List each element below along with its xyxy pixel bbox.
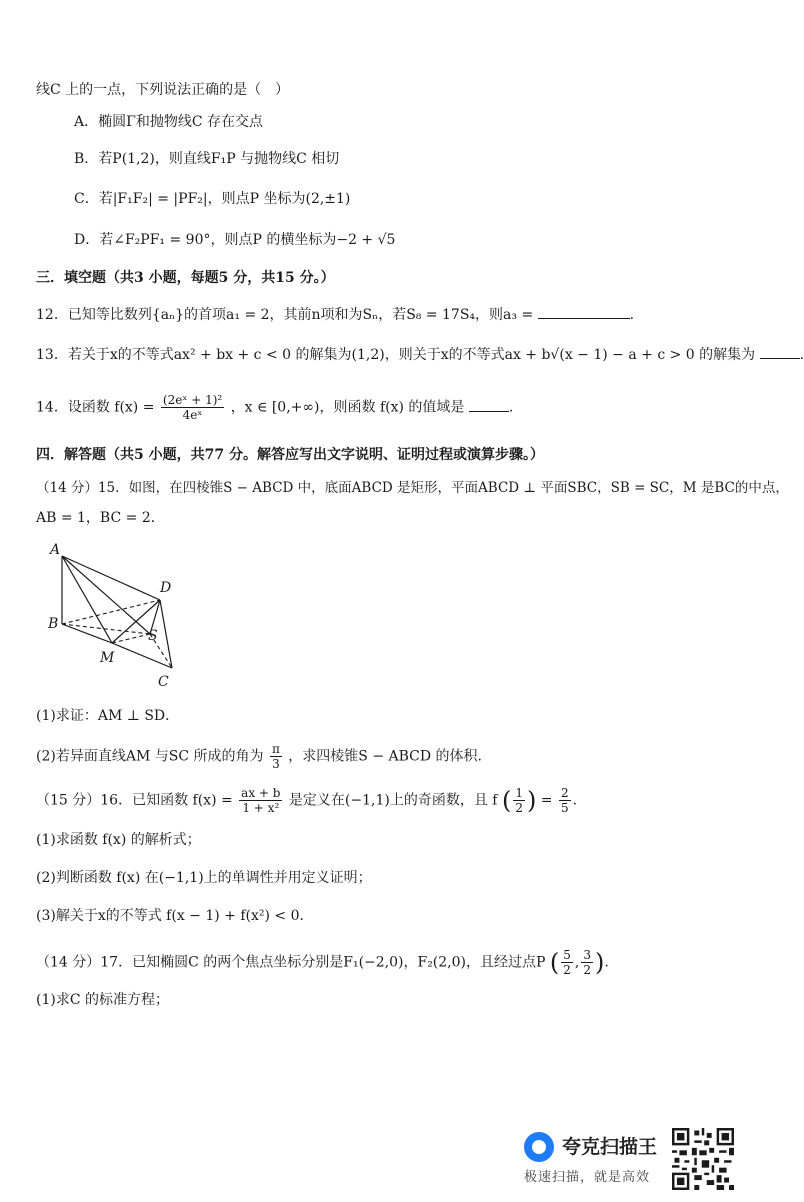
q11-option-d: D．若∠F₂PF₁ = 90°，则点P 的横坐标为−2 + √5 bbox=[74, 232, 396, 248]
q16-function-fraction bbox=[239, 786, 282, 815]
label-b: B bbox=[48, 616, 59, 632]
q14-denominator: 4eˣ bbox=[182, 408, 203, 422]
q15-p2-prefix: (2)若异面直线AM 与SC 所成的角为 bbox=[36, 748, 264, 765]
q16-value-fraction bbox=[559, 786, 571, 815]
q16-arg-denominator: 2 bbox=[515, 801, 523, 815]
scanner-brand-name: 夸克扫描王 bbox=[562, 1136, 658, 1158]
q13-answer-blank bbox=[760, 346, 800, 359]
q16-prefix: （15 分）16．已知函数 f(x) = bbox=[36, 792, 233, 809]
scanner-logo-icon bbox=[524, 1132, 554, 1162]
q13-text: 13．若关于x的不等式ax² + bx + c < 0 的解集为(1,2)，则关于x的不等式ax + b√(x − 1) − a + c > 0 的解集为 bbox=[36, 347, 756, 363]
edge-bd-dashed bbox=[62, 600, 160, 624]
q12-text: 12．已知等比数列{aₙ}的首项a₁ = 2，其前n项和为Sₙ，若S₈ = 17S₄，则a₃ = bbox=[36, 307, 534, 323]
q15-line-1: （14 分）15．如图，在四棱锥S − ABCD 中，底面ABCD 是矩形，平面ABCD ⊥ 平面SBC，SB = SC，M 是BC的中点， bbox=[36, 480, 789, 496]
section-4-title: 四．解答题（共5 小题，共77 分。解答应写出文字说明、证明过程或演算步骤。） bbox=[36, 447, 544, 463]
q14-numerator: (2eˣ + 1)² bbox=[162, 393, 223, 407]
q15-p2-suffix: ，求四棱锥S − ABCD 的体积. bbox=[288, 748, 482, 765]
q16-paren-open: ( bbox=[501, 786, 512, 815]
section-3-title: 三．填空题（共3 小题，每题5 分，共15 分。） bbox=[36, 270, 335, 286]
q14-end: . bbox=[508, 399, 514, 416]
edge-mc bbox=[112, 643, 172, 668]
scanner-slogan: 极速扫描，就是高效 bbox=[524, 1170, 651, 1185]
q16-part-2: (2)判断函数 f(x) 在(−1,1)上的单调性并用定义证明； bbox=[36, 870, 372, 886]
question-17: （14 分）17．已知椭圆C 的两个焦点坐标分别是F₁(−2,0)，F₂(2,0)，且经过点P ( $\frac{5}{2}$ , $\frac{3}{2}$ ). bbox=[36, 948, 609, 977]
q16-numerator: ax + b bbox=[241, 786, 281, 800]
q17-end: . bbox=[604, 954, 609, 971]
question-13 bbox=[36, 345, 804, 365]
q16-part-3: (3)解关于x的不等式 f(x − 1) + f(x²) < 0． bbox=[36, 908, 314, 924]
label-d: D bbox=[160, 580, 172, 596]
q16-denominator: 1 + x² bbox=[242, 801, 280, 815]
q14-suffix: ，x ∈ [0,+∞)，则函数 f(x) 的值域是 bbox=[230, 399, 465, 416]
label-s: S bbox=[148, 628, 158, 644]
q17-prefix: （14 分）17．已知椭圆C 的两个焦点坐标分别是F₁(−2,0)，F₂(2,0)，且经过点P bbox=[36, 954, 546, 971]
q16-part-1: (1)求函数 f(x) 的解析式； bbox=[36, 832, 201, 848]
question-12 bbox=[36, 305, 634, 325]
q17-y-numerator: 3 bbox=[583, 948, 591, 962]
q16-arg-numerator: 1 bbox=[515, 786, 523, 800]
q15-angle-fraction bbox=[270, 742, 282, 771]
q16-equals: = bbox=[540, 792, 553, 809]
q17-paren-close: ) bbox=[594, 948, 605, 977]
q13-end: . bbox=[799, 347, 804, 363]
edge-am bbox=[62, 556, 112, 643]
edge-ad bbox=[62, 556, 160, 600]
q17-part-1: (1)求C 的标准方程； bbox=[36, 992, 169, 1008]
pyramid-diagram bbox=[44, 540, 194, 690]
qr-code-icon bbox=[672, 1128, 734, 1190]
question-16 bbox=[36, 786, 577, 815]
q17-x-numerator: 5 bbox=[563, 948, 571, 962]
q16-arg-fraction bbox=[513, 786, 525, 815]
q15-part-1: (1)求证：AM ⊥ SD． bbox=[36, 708, 180, 724]
q16-end: . bbox=[572, 792, 578, 809]
q16-value-denominator: 5 bbox=[560, 801, 569, 815]
q17-paren-open: ( bbox=[549, 948, 560, 977]
q16-paren-close: ) bbox=[526, 786, 537, 815]
q14-fraction bbox=[161, 393, 224, 422]
q14-answer-blank bbox=[469, 399, 509, 412]
label-c: C bbox=[158, 674, 169, 690]
edge-bm bbox=[62, 624, 112, 643]
q11-option-b: B．若P(1,2)，则直线F₁P 与抛物线C 相切 bbox=[74, 151, 340, 167]
scanner-watermark bbox=[524, 1130, 664, 1190]
q11-option-c: C．若|F₁F₂| = |PF₂|，则点P 坐标为(2,±1) bbox=[74, 191, 351, 207]
q16-value-numerator: 2 bbox=[560, 786, 569, 800]
q15-part-2 bbox=[36, 742, 482, 771]
q15-angle-numerator: π bbox=[271, 742, 280, 756]
q16-middle: 是定义在(−1,1)上的奇函数，且 f bbox=[288, 792, 498, 809]
q17-x-denominator: 2 bbox=[563, 963, 571, 977]
q11-stem-tail: 线C 上的一点，下列说法正确的是（ ） bbox=[36, 82, 290, 98]
q11-option-a: A．椭圆Γ和抛物线C 存在交点 bbox=[74, 114, 263, 130]
question-14 bbox=[36, 393, 513, 422]
q12-answer-blank bbox=[538, 306, 630, 319]
q15-angle-denominator: 3 bbox=[272, 757, 280, 771]
q12-end: . bbox=[629, 307, 635, 323]
q17-y-fraction bbox=[581, 948, 593, 977]
q15-line-2: AB = 1，BC = 2． bbox=[36, 510, 165, 526]
q14-prefix: 14．设函数 f(x) = bbox=[36, 399, 155, 416]
q17-x-fraction bbox=[561, 948, 573, 977]
label-m: M bbox=[100, 650, 115, 666]
label-a: A bbox=[50, 542, 61, 558]
edge-as bbox=[62, 556, 150, 634]
q17-y-denominator: 2 bbox=[583, 963, 591, 977]
